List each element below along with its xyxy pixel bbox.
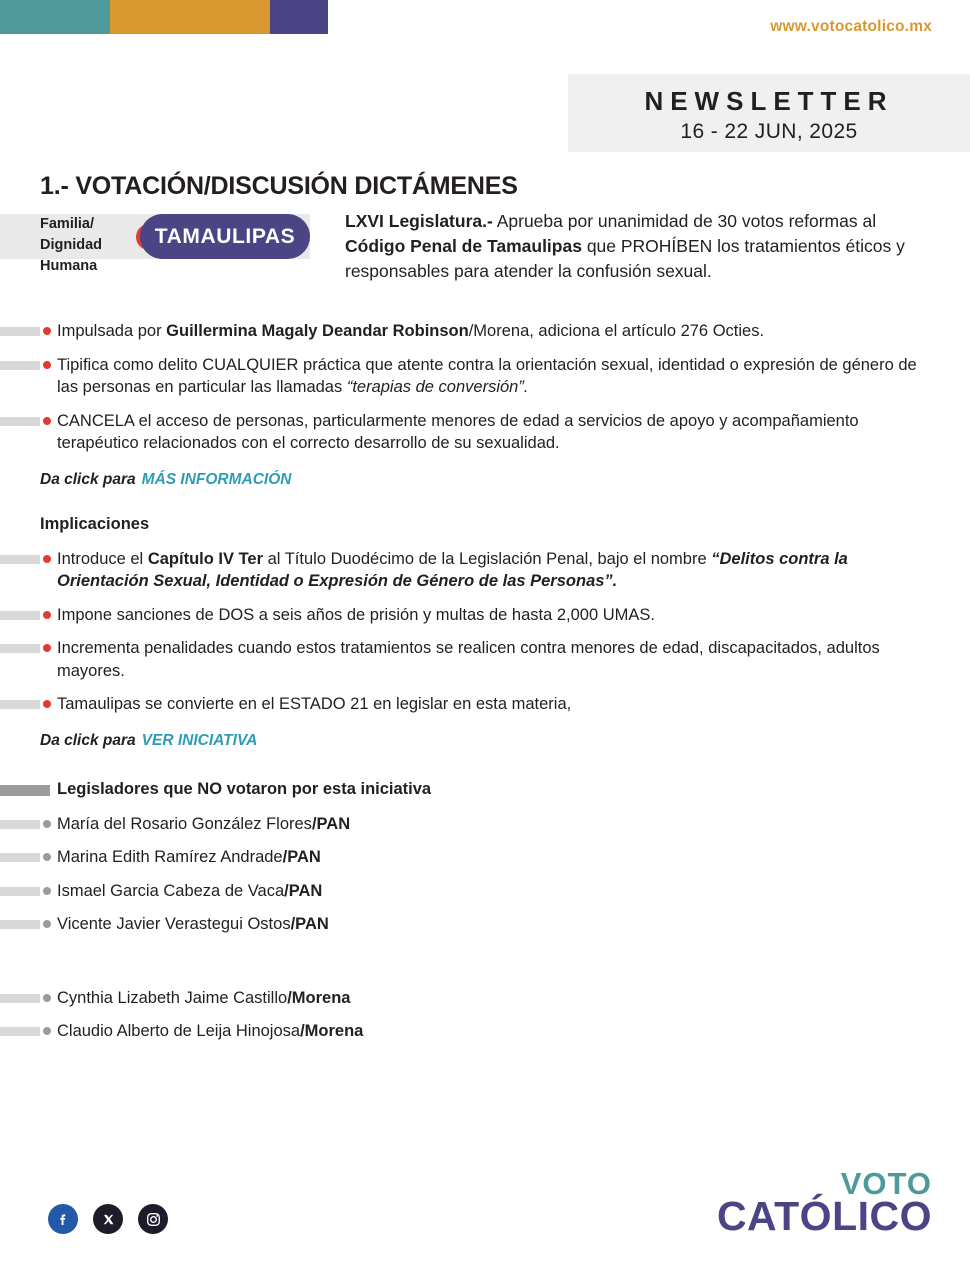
list-item: [0, 354, 970, 399]
nonvoters-list-morena: [0, 987, 970, 1043]
heading-dash-icon: [0, 785, 50, 796]
legislator-name: Marina Edith Ramírez Andrade/PAN: [57, 848, 321, 866]
brand-logo: [716, 1165, 932, 1240]
page-title: 1.- VOTACIÓN/DISCUSIÓN DICTÁMENES: [40, 172, 518, 200]
bullet-dot-icon: [43, 555, 51, 563]
top-bar-teal: [0, 0, 110, 34]
top-color-bars: [0, 0, 328, 34]
list-item: [0, 604, 970, 627]
initiative-header-row: [0, 211, 970, 306]
bullet-dot-icon: [43, 700, 51, 708]
bullet-dot-icon: [43, 1027, 51, 1035]
nonvoters-heading: [0, 780, 970, 799]
newsletter-date-range: 16 - 22 JUN, 2025: [680, 120, 858, 143]
list-spacer: [0, 947, 970, 973]
legislator-name: Ismael Garcia Cabeza de Vaca/PAN: [57, 881, 323, 900]
top-bar-orange: [110, 0, 270, 34]
facebook-icon[interactable]: [48, 1204, 78, 1234]
bullet-dash-icon: [0, 920, 40, 929]
list-item: [0, 637, 970, 682]
implications-title: Implicaciones: [40, 514, 150, 533]
bullet-dot-icon: [43, 994, 51, 1002]
newsletter-label: NEWSLETTER: [644, 86, 894, 116]
cta-prefix: Da click para: [40, 470, 136, 488]
bullet-dot-icon: [43, 417, 51, 425]
list-item-text: Tamaulipas se convierte en el ESTADO 21 en legislar en esta materia,: [57, 695, 572, 713]
implications-list: [0, 548, 970, 716]
bullet-dot-icon: [43, 644, 51, 652]
view-initiative-link[interactable]: VER INICIATIVA: [141, 731, 258, 749]
list-item: [0, 1020, 970, 1043]
bullet-dash-icon: [0, 853, 40, 862]
list-item-text: Incrementa penalidades cuando estos tratamientos se realicen contra menores de edad, discapacitados, adultos mayores.: [57, 639, 880, 680]
bullet-dash-icon: [0, 555, 40, 564]
list-item: [0, 880, 970, 903]
list-item: [0, 813, 970, 836]
bullet-dash-icon: [0, 994, 40, 1003]
initiative-lead-text: LXVI Legislatura.- Aprueba por unanimidad de 30 votos reformas al Código Penal de Tamaulipas que PROHÍBEN los tratamientos éticos y responsables para atender la confusión sexual.: [345, 211, 905, 281]
bullet-dot-icon: [43, 611, 51, 619]
list-item-text: Tipifica como delito CUALQUIER práctica que atente contra la orientación sexual, identidad o expresión de género de las personas en particular las llamadas “terapias de conversión”.: [57, 355, 917, 396]
state-badge: TAMAULIPAS: [140, 214, 310, 259]
bullet-dot-icon: [43, 853, 51, 861]
bullet-dot-icon: [43, 887, 51, 895]
list-item: [0, 846, 970, 869]
legislator-name: Cynthia Lizabeth Jaime Castillo/Morena: [57, 988, 351, 1007]
list-item-text: Impulsada por Guillermina Magaly Deandar Robinson/Morena, adiciona el artículo 276 Octies.: [57, 322, 765, 340]
list-item: [0, 320, 970, 343]
bullet-dash-icon: [0, 417, 40, 426]
list-item: [0, 410, 970, 455]
cta-view-initiative[interactable]: [40, 732, 970, 750]
site-url[interactable]: www.votocatolico.mx: [770, 18, 932, 35]
logo-voto: VOTO: [840, 1165, 932, 1201]
instagram-icon[interactable]: [138, 1204, 168, 1234]
newsletter-header: [568, 74, 970, 152]
cta-prefix: Da click para: [40, 731, 136, 749]
main-bullet-list: [0, 320, 970, 455]
bullet-dot-icon: [43, 920, 51, 928]
list-item-text: Introduce el Capítulo IV Ter al Título Duodécimo de la Legislación Penal, bajo el nombre “Delitos contra la Orientación Sexual, Identidad o Expresión de Género de las Personas”.: [57, 549, 848, 590]
bullet-dash-icon: [0, 611, 40, 620]
legislator-name: Vicente Javier Verastegui Ostos/PAN: [57, 915, 329, 933]
nonvoters-list-pan: [0, 813, 970, 936]
list-item: [0, 913, 970, 936]
nonvoters-title: Legisladores que NO votaron por esta iniciativa: [57, 779, 432, 798]
bullet-dash-icon: [0, 887, 40, 896]
list-item: [0, 987, 970, 1010]
bullet-dot-icon: [43, 820, 51, 828]
bullet-dot-icon: [43, 327, 51, 335]
bullet-dash-icon: [0, 644, 40, 653]
main-content: [0, 211, 970, 1054]
list-item-text: CANCELA el acceso de personas, particularmente menores de edad a servicios de apoyo y acompañamiento terapéutico relacionados con el correcto desarrollo de su sexualidad.: [57, 411, 859, 452]
bullet-dash-icon: [0, 327, 40, 336]
bullet-dash-icon: [0, 1027, 40, 1036]
list-item: [0, 693, 970, 716]
logo-catolico: CATÓLICO: [716, 1193, 932, 1240]
bullet-dot-icon: [43, 361, 51, 369]
list-item-text: Impone sanciones de DOS a seis años de prisión y multas de hasta 2,000 UMAS.: [57, 605, 655, 624]
bullet-dash-icon: [0, 820, 40, 829]
cta-more-info[interactable]: [40, 471, 970, 489]
more-info-link[interactable]: MÁS INFORMACIÓN: [141, 470, 292, 488]
social-links: [48, 1204, 168, 1234]
bullet-dash-icon: [0, 361, 40, 370]
legislator-name: Claudio Alberto de Leija Hinojosa/Morena: [57, 1022, 364, 1040]
legislator-name: María del Rosario González Flores/PAN: [57, 814, 351, 833]
x-twitter-icon[interactable]: [93, 1204, 123, 1234]
top-bar-purple: [270, 0, 328, 34]
category-label: Familia/ Dignidad Humana: [40, 216, 103, 274]
bullet-dash-icon: [0, 700, 40, 709]
list-item: [0, 548, 970, 593]
